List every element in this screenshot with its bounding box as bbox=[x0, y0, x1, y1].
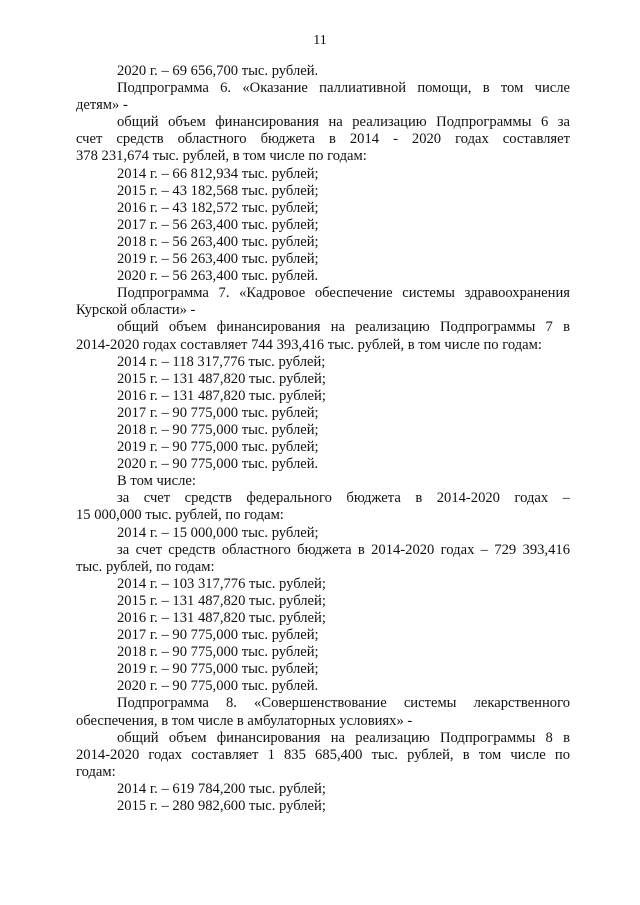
year-item: 2020 г. – 56 263,400 тыс. рублей. bbox=[117, 268, 319, 285]
year-item: 2018 г. – 90 775,000 тыс. рублей; bbox=[117, 644, 319, 661]
year-item: 2014 г. – 66 812,934 тыс. рублей; bbox=[117, 165, 319, 182]
year-item: 2016 г. – 43 182,572 тыс. рублей; bbox=[117, 199, 319, 216]
year-item: 2018 г. – 56 263,400 тыс. рублей; bbox=[117, 233, 319, 250]
year-item: 2015 г. – 131 487,820 тыс. рублей; bbox=[117, 370, 326, 387]
year-item: 2019 г. – 90 775,000 тыс. рублей; bbox=[117, 439, 319, 456]
year-item: 2015 г. – 131 487,820 тыс. рублей; bbox=[117, 592, 326, 609]
text-line: годам: bbox=[76, 763, 116, 780]
year-item: 2015 г. – 43 182,568 тыс. рублей; bbox=[117, 182, 319, 199]
text-line: 2020 г. – 69 656,700 тыс. рублей. bbox=[117, 63, 319, 79]
text-line: за счет средств федерального бюджета в 2014-2020 годах – bbox=[117, 490, 570, 507]
document-body bbox=[76, 63, 570, 815]
year-item: 2020 г. – 90 775,000 тыс. рублей. bbox=[117, 456, 319, 473]
text-line: 378 231,674 тыс. рублей, в том числе по годам: bbox=[76, 148, 367, 165]
year-item: 2020 г. – 90 775,000 тыс. рублей. bbox=[117, 678, 319, 695]
text-line: 2014-2020 годах составляет 1 835 685,400 тыс. рублей, в том числе по bbox=[76, 746, 570, 763]
text-line: 2014-2020 годах составляет 744 393,416 тыс. рублей, в том числе по годам: bbox=[76, 336, 542, 353]
page-number: 11 bbox=[313, 33, 327, 48]
year-item: 2017 г. – 56 263,400 тыс. рублей; bbox=[117, 216, 319, 233]
year-item: 2018 г. – 90 775,000 тыс. рублей; bbox=[117, 421, 319, 438]
text-line: счет средств областного бюджета в 2014 - 2020 годах составляет bbox=[76, 131, 570, 148]
year-item: 2019 г. – 90 775,000 тыс. рублей; bbox=[117, 661, 319, 678]
text-line: обеспечения, в том числе в амбулаторных условиях» - bbox=[76, 712, 413, 729]
text-line: общий объем финансирования на реализацию Подпрограммы 8 в bbox=[117, 729, 570, 746]
year-item: 2016 г. – 131 487,820 тыс. рублей; bbox=[117, 387, 326, 404]
year-item: 2019 г. – 56 263,400 тыс. рублей; bbox=[117, 251, 319, 268]
year-item: 2017 г. – 90 775,000 тыс. рублей; bbox=[117, 627, 319, 644]
text-line: тыс. рублей, по годам: bbox=[76, 558, 215, 575]
subprogram-6-heading: Подпрограмма 6. «Оказание паллиативной помощи, в том числе bbox=[117, 80, 570, 97]
year-item: 2014 г. – 103 317,776 тыс. рублей; bbox=[117, 575, 326, 592]
text-line: детям» - bbox=[76, 97, 128, 114]
text-line: за счет средств областного бюджета в 2014-2020 годах – 729 393,416 bbox=[117, 541, 570, 558]
subprogram-7-heading: Подпрограмма 7. «Кадровое обеспечение системы здравоохранения bbox=[117, 285, 570, 302]
year-item: 2015 г. – 280 982,600 тыс. рублей; bbox=[117, 798, 326, 815]
subprogram-8-heading: Подпрограмма 8. «Совершенствование системы лекарственного bbox=[117, 695, 570, 712]
text-line: Курской области» - bbox=[76, 302, 196, 319]
text-line: общий объем финансирования на реализацию Подпрограммы 6 за bbox=[117, 114, 570, 131]
year-item: 2014 г. – 15 000,000 тыс. рублей; bbox=[117, 524, 319, 541]
year-item: 2016 г. – 131 487,820 тыс. рублей; bbox=[117, 610, 326, 626]
text-line: В том числе: bbox=[117, 473, 196, 490]
year-item: 2014 г. – 118 317,776 тыс. рублей; bbox=[117, 353, 326, 370]
year-item: 2017 г. – 90 775,000 тыс. рублей; bbox=[117, 404, 319, 421]
year-item: 2014 г. – 619 784,200 тыс. рублей; bbox=[117, 780, 326, 797]
text-line: общий объем финансирования на реализацию Подпрограммы 7 в bbox=[117, 319, 570, 336]
text-line: 15 000,000 тыс. рублей, по годам: bbox=[76, 507, 284, 524]
